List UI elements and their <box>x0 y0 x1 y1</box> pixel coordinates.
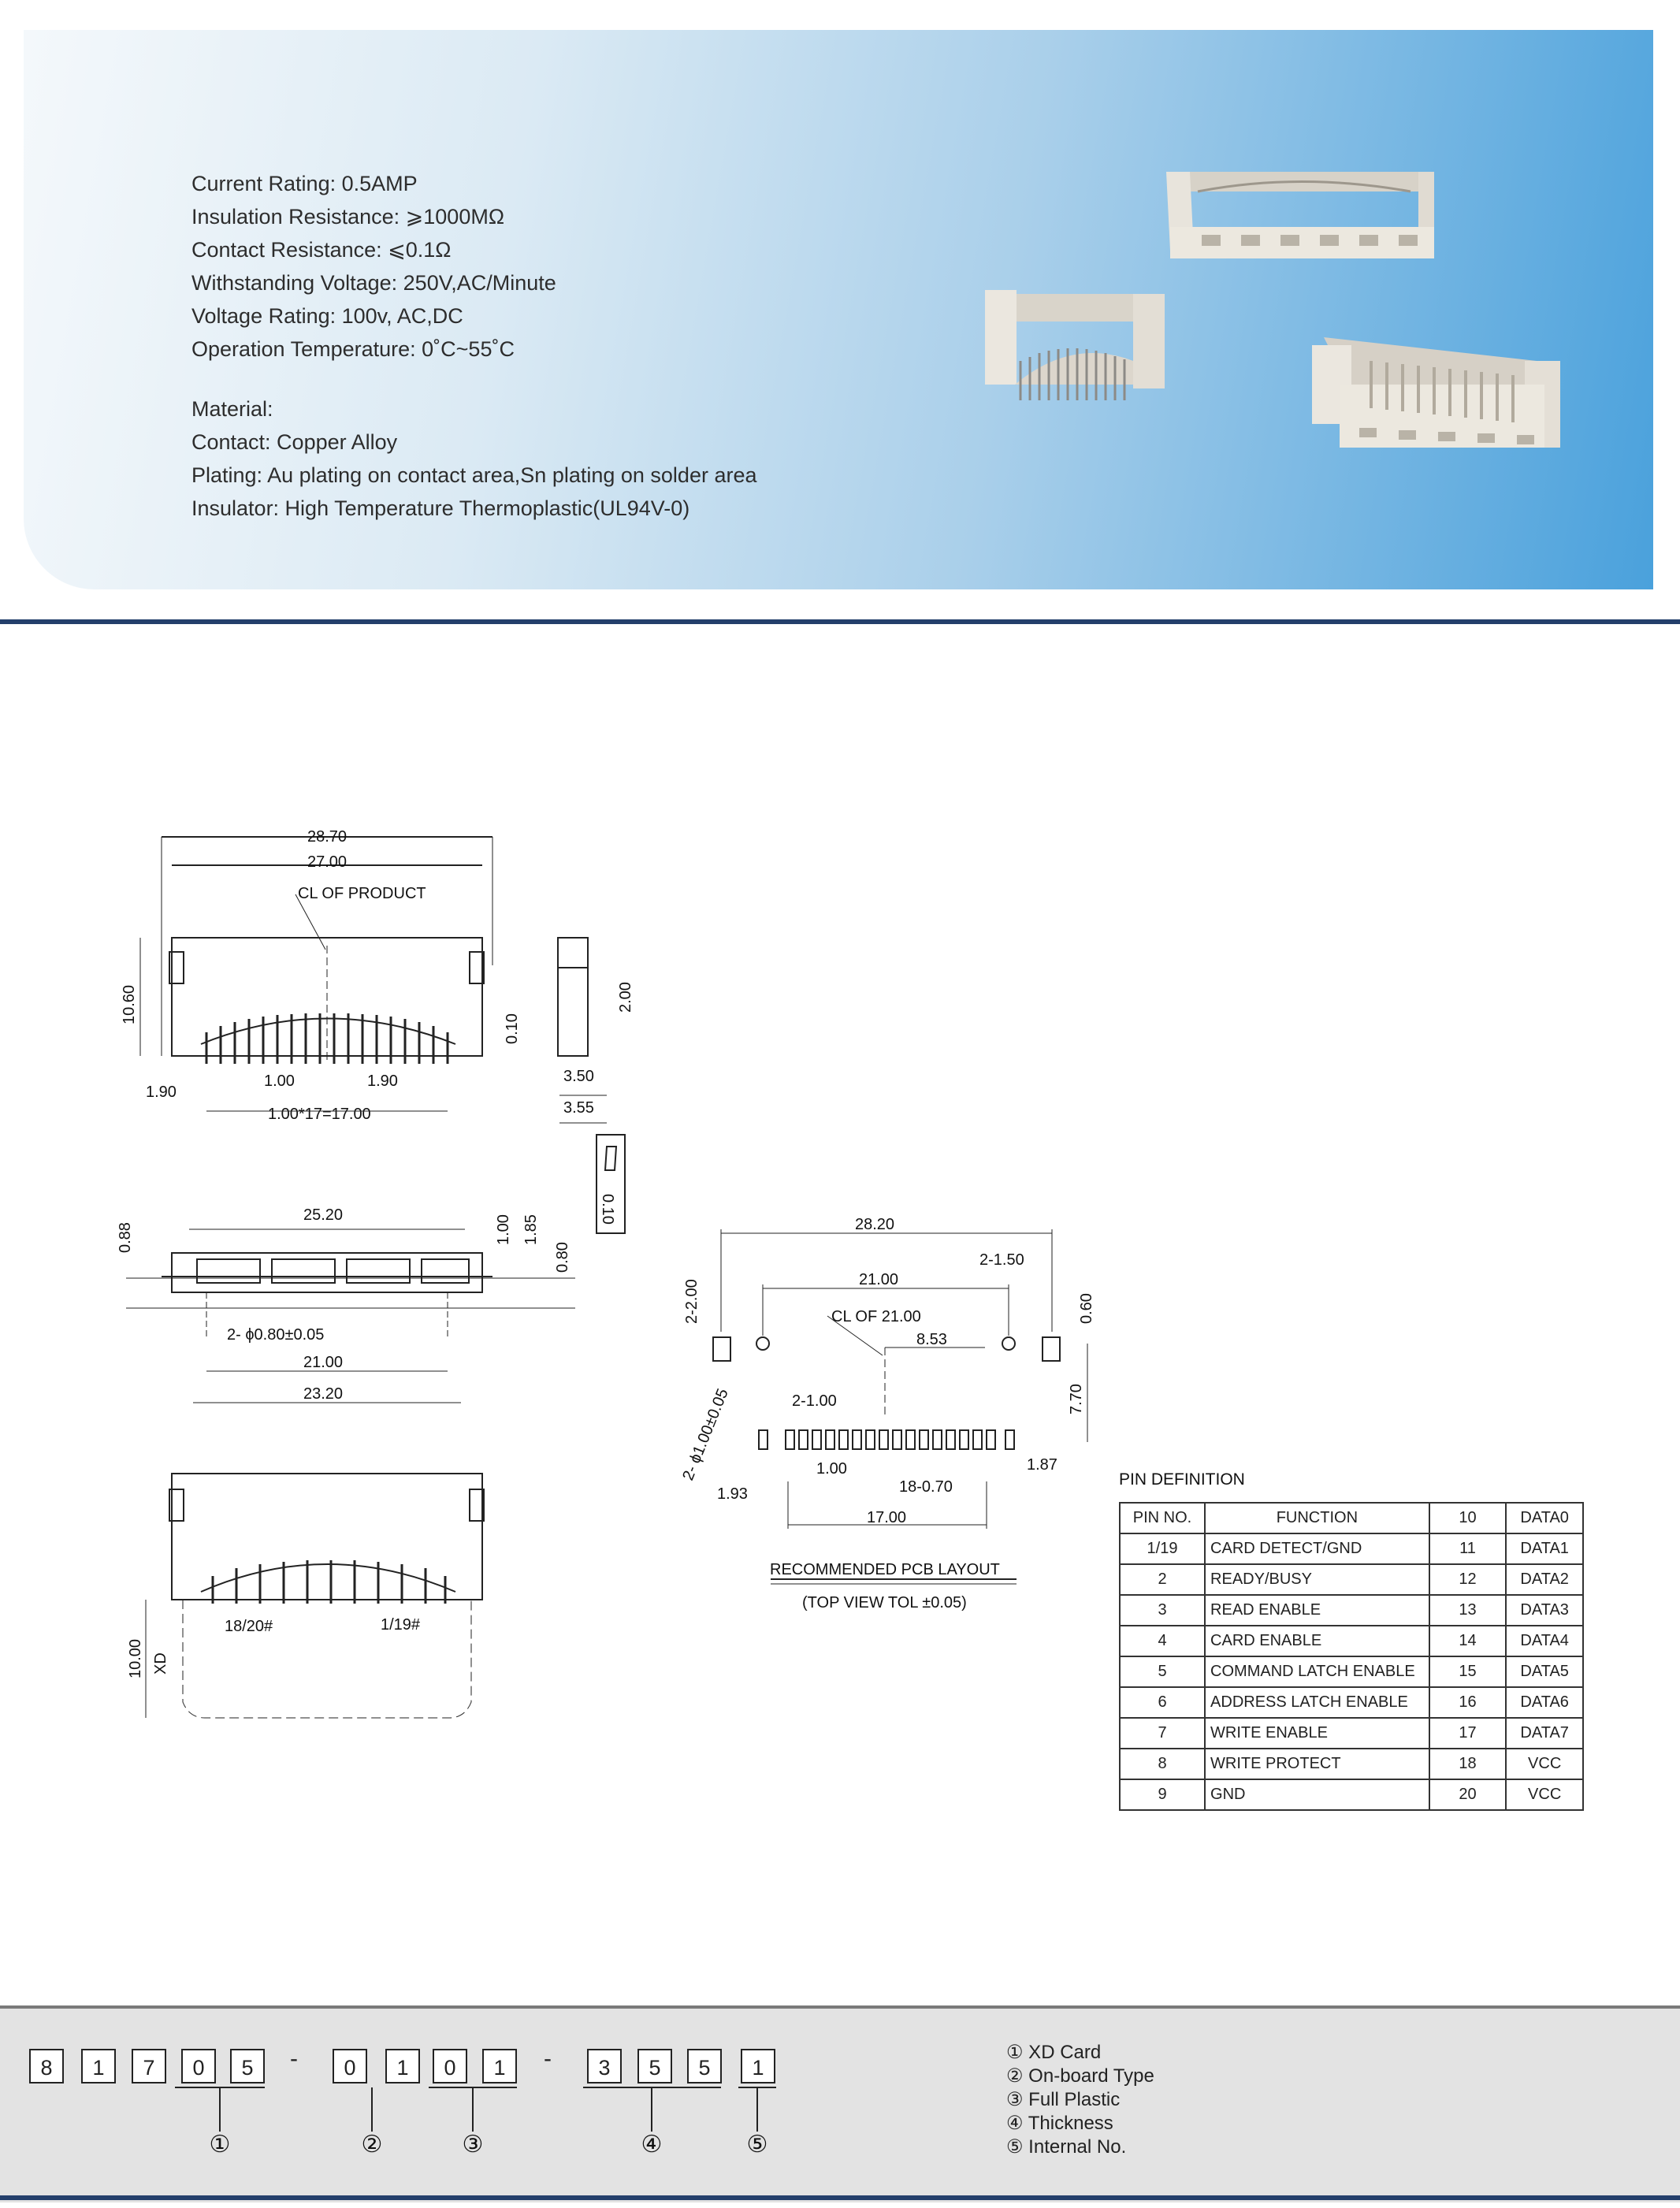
dim-1-00-bottom: 1.00 <box>495 1214 512 1245</box>
table-cell: 17 <box>1429 1718 1507 1749</box>
table-row <box>1120 1626 1583 1656</box>
table-cell: 2 <box>1120 1564 1205 1595</box>
header-cell: 10 <box>1429 1503 1507 1533</box>
dim-25-20: 25.20 <box>303 1206 344 1224</box>
pcb-pads <box>759 1430 1014 1449</box>
table-cell: 6 <box>1120 1687 1205 1718</box>
dim-2-hole-dia-pcb: 2- ϕ1.00±0.05 <box>679 1386 732 1483</box>
material-insulator: Insulator: High Temperature Thermoplastic(UL94V-0) <box>191 496 690 520</box>
dim-27-00: 27.00 <box>307 853 348 871</box>
dim-28-20: 28.20 <box>855 1216 895 1233</box>
table-cell: 15 <box>1429 1656 1507 1687</box>
dim-0-60: 0.60 <box>1078 1293 1095 1324</box>
table-cell: DATA4 <box>1506 1626 1583 1656</box>
table-cell: 3 <box>1120 1595 1205 1626</box>
pcb-caption-tolerance: (TOP VIEW TOL ±0.05) <box>802 1594 967 1611</box>
pn-digit: 0 <box>333 2049 367 2083</box>
header-cell: DATA0 <box>1506 1503 1583 1533</box>
dim-1-90-left: 1.90 <box>146 1084 177 1101</box>
dim-28-70: 28.70 <box>307 828 348 846</box>
dim-17-00: 17.00 <box>867 1509 907 1526</box>
legend-item: ③ Full Plastic <box>1006 2089 1121 2110</box>
table-cell: DATA2 <box>1506 1564 1583 1595</box>
pn-digit: 1 <box>81 2049 116 2083</box>
table-row <box>1120 1779 1583 1810</box>
dim-8-53: 8.53 <box>916 1331 947 1348</box>
footer-divider <box>0 2195 1680 2200</box>
table-cell: 11 <box>1429 1533 1507 1564</box>
table-cell: 14 <box>1429 1626 1507 1656</box>
part-number-legend <box>1006 2041 1154 2159</box>
table-cell: 7 <box>1120 1718 1205 1749</box>
label-cl-of-21: CL OF 21.00 <box>831 1308 921 1325</box>
label-xd: XD <box>152 1652 169 1675</box>
pn-digit: 1 <box>385 2049 420 2083</box>
pcb-caption-title: RECOMMENDED PCB LAYOUT <box>770 1561 1000 1578</box>
table-cell: 18 <box>1429 1749 1507 1779</box>
dim-1-87: 1.87 <box>1027 1456 1057 1474</box>
spec-operation-temperature: Operation Temperature: 0˚C~55˚C <box>191 337 515 361</box>
dim-21-00-pcb: 21.00 <box>859 1271 899 1288</box>
table-row <box>1120 1656 1583 1687</box>
spec-insulation-resistance: Insulation Resistance: ⩾1000MΩ <box>191 205 505 229</box>
pn-digit: 5 <box>637 2049 672 2083</box>
material-contact: Contact: Copper Alloy <box>191 430 398 454</box>
table-cell: 13 <box>1429 1595 1507 1626</box>
table-cell: 12 <box>1429 1564 1507 1595</box>
front-view <box>140 837 492 1064</box>
dim-1-00-pitch: 1.00 <box>264 1072 295 1090</box>
table-cell: COMMAND LATCH ENABLE <box>1205 1656 1429 1687</box>
bottom-view <box>126 1229 575 1403</box>
dim-2-1-00: 2-1.00 <box>792 1392 837 1410</box>
table-cell: CARD DETECT/GND <box>1205 1533 1429 1564</box>
pcb-layout <box>713 1229 1087 1584</box>
pn-digit: 3 <box>587 2049 622 2083</box>
spec-withstanding-voltage: Withstanding Voltage: 250V,AC/Minute <box>191 271 556 295</box>
dim-21-00-bottom: 21.00 <box>303 1354 344 1371</box>
pn-digit: 0 <box>181 2049 216 2083</box>
pn-marker: ③ <box>462 2132 484 2158</box>
table-cell: DATA7 <box>1506 1718 1583 1749</box>
dim-pin-span: 1.00*17=17.00 <box>268 1106 371 1123</box>
pin-definition-table <box>1119 1502 1584 1811</box>
dim-3-55: 3.55 <box>563 1099 594 1117</box>
table-cell: VCC <box>1506 1779 1583 1810</box>
spec-current-rating: Current Rating: 0.5AMP <box>191 172 418 195</box>
pn-dash: - <box>544 2046 552 2072</box>
dim-hole-dia: 2- ϕ0.80±0.05 <box>227 1326 325 1344</box>
dim-1-85: 1.85 <box>522 1214 540 1245</box>
spec-voltage-rating: Voltage Rating: 100v, AC,DC <box>191 304 463 328</box>
material-plating: Plating: Au plating on contact area,Sn plating on solder area <box>191 463 757 487</box>
table-cell: 4 <box>1120 1626 1205 1656</box>
table-row <box>1120 1595 1583 1626</box>
table-cell: 20 <box>1429 1779 1507 1810</box>
dim-1-90-right: 1.90 <box>367 1072 398 1090</box>
table-cell: WRITE ENABLE <box>1205 1718 1429 1749</box>
dim-3-50: 3.50 <box>563 1068 594 1085</box>
dim-2-2-00: 2-2.00 <box>683 1279 701 1324</box>
pn-digit: 0 <box>433 2049 467 2083</box>
table-cell: 8 <box>1120 1749 1205 1779</box>
label-cl-of-product: CL OF PRODUCT <box>298 885 426 902</box>
legend-item: ⑤ Internal No. <box>1006 2136 1127 2158</box>
dim-10-60: 10.60 <box>121 984 138 1024</box>
table-row <box>1120 1718 1583 1749</box>
dim-0-88: 0.88 <box>117 1222 134 1253</box>
pn-digit: 1 <box>741 2049 775 2083</box>
side-view <box>558 938 625 1233</box>
dim-2-1-50: 2-1.50 <box>979 1251 1024 1269</box>
pin-definition-title: PIN DEFINITION <box>1119 1470 1245 1489</box>
dim-7-70: 7.70 <box>1068 1384 1085 1414</box>
table-cell: READ ENABLE <box>1205 1595 1429 1626</box>
pn-digit: 1 <box>482 2049 517 2083</box>
table-cell: 5 <box>1120 1656 1205 1687</box>
dim-23-20: 23.20 <box>303 1385 344 1403</box>
dim-0-10-flatness: 0.10 <box>599 1194 616 1225</box>
table-cell: DATA5 <box>1506 1656 1583 1687</box>
table-cell: ADDRESS LATCH ENABLE <box>1205 1687 1429 1718</box>
table-cell: WRITE PROTECT <box>1205 1749 1429 1779</box>
pn-dash: - <box>290 2046 298 2072</box>
dim-10-00: 10.00 <box>127 1638 144 1678</box>
pn-digit: 5 <box>230 2049 265 2083</box>
dim-2-00-side: 2.00 <box>617 982 634 1013</box>
table-row <box>1120 1687 1583 1718</box>
legend-item: ① XD Card <box>1006 2042 1102 2063</box>
table-row <box>1120 1533 1583 1564</box>
table-row <box>1120 1564 1583 1595</box>
pn-marker: ④ <box>641 2132 663 2158</box>
pn-marker: ① <box>209 2132 231 2158</box>
table-cell: GND <box>1205 1779 1429 1810</box>
table-row <box>1120 1749 1583 1779</box>
pn-digit: 5 <box>687 2049 722 2083</box>
legend-item: ④ Thickness <box>1006 2113 1113 2134</box>
table-cell: VCC <box>1506 1749 1583 1779</box>
card-view <box>146 1474 484 1718</box>
header-cell: PIN NO. <box>1120 1503 1205 1533</box>
table-cell: DATA3 <box>1506 1595 1583 1626</box>
table-cell: 16 <box>1429 1687 1507 1718</box>
table-cell: DATA6 <box>1506 1687 1583 1718</box>
table-cell: DATA1 <box>1506 1533 1583 1564</box>
spec-contact-resistance: Contact Resistance: ⩽0.1Ω <box>191 238 452 262</box>
pn-marker: ⑤ <box>746 2132 768 2158</box>
material-heading: Material: <box>191 397 273 421</box>
table-cell: READY/BUSY <box>1205 1564 1429 1595</box>
table-cell: 9 <box>1120 1779 1205 1810</box>
pn-marker: ② <box>361 2132 383 2158</box>
dim-0-80: 0.80 <box>554 1242 571 1273</box>
dim-1-93: 1.93 <box>717 1485 748 1503</box>
dim-0-10-front: 0.10 <box>504 1013 521 1044</box>
part-number-brackets <box>0 2084 788 2136</box>
label-pin-18-20: 18/20# <box>225 1618 273 1635</box>
legend-item: ② On-board Type <box>1006 2065 1154 2087</box>
pn-digit: 8 <box>29 2049 64 2083</box>
header-cell: FUNCTION <box>1205 1503 1429 1533</box>
label-pin-1-19: 1/19# <box>381 1616 421 1634</box>
table-cell: 1/19 <box>1120 1533 1205 1564</box>
table-cell: CARD ENABLE <box>1205 1626 1429 1656</box>
pn-digit: 7 <box>132 2049 166 2083</box>
dim-18-0-70: 18-0.70 <box>899 1478 953 1496</box>
table-header-row <box>1120 1503 1583 1533</box>
dim-1-00-pcb: 1.00 <box>816 1460 847 1478</box>
